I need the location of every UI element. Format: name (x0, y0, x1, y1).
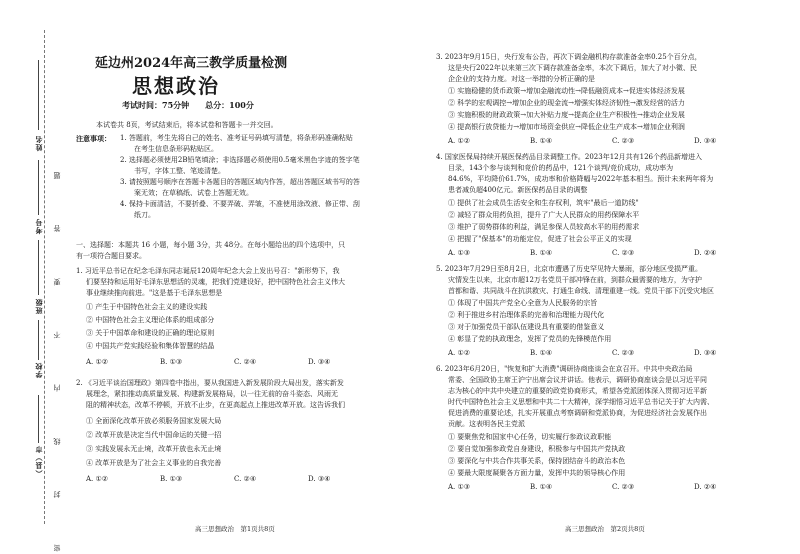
option-item: ③ 要深化与中共合作共事关系，保持团结奋斗的政治本色 (448, 457, 626, 465)
option-item: ③ 关于中国革命和建设的正确的理论原则 (86, 329, 215, 337)
footer-right: 高三思想政治 第2页共8页 (565, 525, 645, 533)
question-line: 促进消费的重要论述，扎实开展重点考察调研和党派协商，为促进经济社会发展作出 (448, 409, 707, 417)
section-heading: 有一项符合题目要求。 (76, 252, 146, 260)
question-line: 企企业的支持力度。对这一举措的分析正确的是 (448, 75, 595, 83)
school-label: 学校 (34, 362, 43, 378)
class-label: 班级 (34, 298, 43, 314)
choice-d: D. ③④ (694, 349, 717, 357)
question-line: 灾情发生以来，北京市超12万名党员干部冲锋在前，到群众最需要的地方，为守护 (448, 276, 702, 284)
seal-dashed-line (44, 30, 45, 524)
option-item: ① 产生于中国特色社会主义的建设实践 (86, 303, 208, 311)
option-item: ③ 实践发展永无止境，改革开放也永无止境 (86, 445, 222, 453)
choice-c: C. ②③ (612, 137, 635, 145)
question-line: 这是央行2022年以来第三次下调存款准备金率，本次下调后，加大了对小微、民 (448, 64, 697, 72)
city-label: （县）市 (34, 445, 43, 477)
option-item: ③ 维护了弱势群体的利益，满足参保人员较高水平的用药需求 (448, 223, 640, 231)
note-line: 1. 答题前，考生先将自己的姓名、准考证号码填写清楚，将条形码准确粘贴 (120, 134, 353, 142)
option-item: ② 改革开放是决定当代中国命运的关键一招 (86, 431, 222, 439)
seal-line-text: 密 封 线 内 不 要 答 题 (53, 150, 61, 552)
question-line: 事业继续推向前进。"这是基于毛泽东思想是 (86, 289, 223, 297)
option-item: ① 体现了中国共产党全心全意为人民服务的宗旨 (448, 299, 598, 307)
exam-title: 延边州2024年高三教学质量检测 (95, 56, 288, 71)
choice-d: D. ③④ (694, 137, 717, 145)
school-underline (38, 320, 39, 360)
question-line: 目录，143个参与谈判和竞价的药品中，121个谈判/竞价成功，成功率为 (448, 164, 674, 172)
question-line: 4. 国家医保局持续开展医保药品目录调整工作。2023年12月共有126个药品新增进入 (436, 153, 702, 161)
note-line: 2. 选择题必须使用2B铅笔填涂；非选择题必须使用0.5毫米黑色字迹的签字笔 (120, 156, 360, 164)
choice-d: D. ③④ (308, 475, 331, 483)
question-line: 贡献。这表明各民主党派 (448, 420, 525, 428)
note-line: 在考生信息条形码粘贴区。 (134, 145, 218, 153)
option-item: ① 要聚焦党和国家中心任务，切实履行参政议政职能 (448, 433, 612, 441)
name-underline (38, 60, 39, 130)
choice-c: C. ②③ (612, 249, 635, 257)
binding-strip (0, 0, 62, 554)
question-line: 首都和谐、共同战斗在抗洪救灾、打通生命线、清理重建一线。党员干部下沉受灾地区 (448, 287, 714, 295)
choice-d: D. ②④ (694, 249, 717, 257)
exam-info: 考试时间：75分钟 总分：100分 (122, 100, 254, 110)
note-line: 3. 请按照题号顺序在答题卡各题目的答题区域内作答，超出答题区域书写的答 (120, 178, 360, 186)
option-item: ④ 要最大限度凝聚各方面力量，发挥中共的领导核心作用 (448, 469, 626, 477)
choice-b: B. ①④ (530, 349, 553, 357)
choice-b: B. ①④ (530, 137, 553, 145)
option-item: ④ 把握了"保基本"的功能定位，促进了社会公平正义的实现 (448, 235, 632, 243)
intro-text: 本试卷共 8页，考试结束后，将本试卷和答题卡一并交回。 (96, 121, 278, 129)
subject-title: 思想政治 (132, 74, 220, 98)
choice-b: B. ①④ (530, 483, 553, 491)
note-line: 书写，字体工整、笔迹清楚。 (134, 167, 225, 175)
choice-a: A. ①② (86, 475, 109, 483)
option-item: ③ 对于加强党员干部队伍建设具有重要的借鉴意义 (448, 323, 605, 331)
option-item: ④ 改革开放是为了社会主义事业的自我完善 (86, 459, 222, 467)
note-line: 纸刀。 (134, 211, 155, 219)
choice-b: B. ①③ (160, 475, 183, 483)
option-item: ④ 提高银行放贷能力→增加市场资金供应→降低企业生产成本→增加企业利润 (448, 123, 685, 131)
choice-a: A. ①③ (448, 483, 471, 491)
question-line: 阻的精神状态，改革不停顿，开放不止步，在更高起点上推进改革开放。这告诉我们 (86, 401, 345, 409)
choice-c: C. ②③ (612, 349, 635, 357)
question-line: 1. 习近平总书记在纪念毛泽东同志诞辰120周年纪念大会上发出号召："新形势下，我 (76, 267, 340, 275)
option-item: ② 中国特色社会主义理论体系的组成部分 (86, 316, 215, 324)
note-line: 4. 保持卡面清洁，不要折叠、不要弄破、弄皱，不准使用涂改液、修正带、刮 (120, 200, 360, 208)
question-line: 常委、全国政协主席王沪宁出席会议并讲话。他表示，调研协商座谈会是以习近平同 (448, 376, 707, 384)
class-underline (38, 240, 39, 295)
question-line: 5. 2023年7月29日至8月2日，北京市遭遇了历史罕见特大暴雨，部分地区受损严重。 (436, 265, 702, 273)
question-line: 患者减负超400亿元。新医保药品目录的调整 (448, 186, 588, 194)
choice-a: A. ①② (448, 349, 471, 357)
seat-label: 考号 (34, 218, 43, 234)
footer-left: 高三思想政治 第1页共8页 (195, 525, 275, 533)
question-line: 6. 2023年6月20日，"恢复和扩大消费"调研协商座谈会在京召开。中共中央政治局 (436, 365, 693, 373)
option-item: ① 实施稳健的货币政策→增加金融流动性→降低融资成本→促进实体经济发展 (448, 87, 685, 95)
option-item: ② 科学的宏观调控→增加企业的现金流→增强实体经济韧性→激发经营的活力 (448, 99, 685, 107)
choice-a: A. ①② (86, 358, 109, 366)
choice-d: D. ③④ (308, 358, 331, 366)
choice-c: C. ②③ (612, 483, 635, 491)
section-heading: 一、选择题：本题共 16 小题，每小题 3分，共 48分。在每小题给出的四个选项中，只 (76, 241, 346, 249)
question-line: 展理念，紧扣推动高质量发展、构建新发展格局，以一往无前的奋斗姿态、风雨无 (86, 390, 338, 398)
option-item: ③ 实施积极的财政政策→加大补贴力度→提高企业生产积极性→推动企业发展 (448, 111, 685, 119)
note-line: 案无效；在草稿纸、试卷上答题无效。 (134, 189, 253, 197)
question-line: 2. 《习近平谈治国理政》第四卷中指出，要从我国进入新发展阶段大局出发，落实新发 (76, 379, 344, 387)
choice-a: A. ①③ (448, 249, 471, 257)
question-line: 84.6%，平均降价61.7%，成功率和价格降幅与2022年基本相当。预计未来两年将为 (448, 175, 714, 183)
choice-b: B. ①③ (160, 358, 183, 366)
choice-d: D. ②④ (694, 483, 717, 491)
question-line: 志为核心的中共中央建立的重要的政党协商形式，希望各党派团体深入贯彻习近平新 (448, 387, 707, 395)
option-item: ① 全面深化改革开放必须服务国家发展大局 (86, 417, 222, 425)
question-line: 3. 2023年9月15日，央行发布公告，再次下调金融机构存款准备金率0.25个百分点， (436, 53, 702, 61)
option-item: ② 减轻了群众用药负担，提升了广大人民群众的用药保障水平 (448, 211, 640, 219)
option-item: ④ 中国共产党实践经验和集体智慧的结晶 (86, 342, 215, 350)
question-line: 时代中国特色社会主义思想和中共二十大精神，深学细悟习近平总书记关于扩大内需、 (448, 398, 714, 406)
choice-a: A. ①② (448, 137, 471, 145)
city-underline (38, 395, 39, 443)
choice-c: C. ②④ (234, 358, 257, 366)
choice-c: C. ②④ (234, 475, 257, 483)
notes-label: 注意事项： (76, 134, 111, 143)
option-item: ② 利于推进乡村治理体系的完善和治理能力现代化 (448, 311, 605, 319)
name-label: 姓名 (34, 135, 43, 151)
option-item: ① 提供了社会成员生活安全和生存权利，筑牢"最后一道防线" (448, 199, 639, 207)
question-line: 们要坚持和运用好毛泽东思想活的灵魂，把我们党建设好，把中国特色社会主义伟大 (86, 278, 345, 286)
seat-underline (38, 160, 39, 215)
option-item: ④ 彰显了党的执政理念，发挥了党员的先锋模范作用 (448, 335, 612, 343)
option-item: ② 要自觉加强参政党自身建设，积极参与中国共产党执政 (448, 445, 626, 453)
choice-b: B. ①④ (530, 249, 553, 257)
